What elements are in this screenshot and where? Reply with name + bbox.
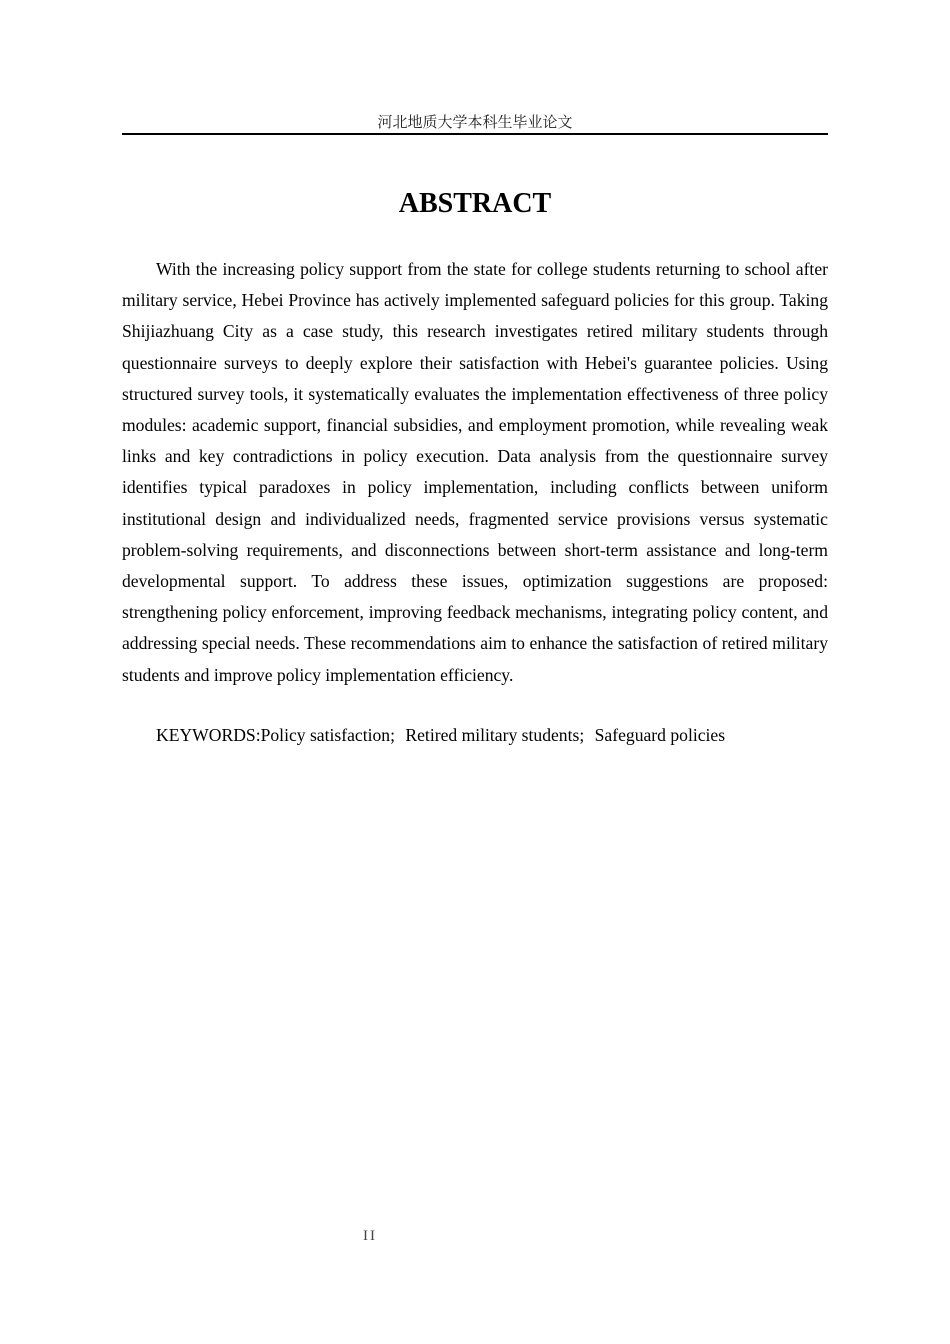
abstract-title: ABSTRACT [398, 188, 552, 219]
keyword-item: Safeguard policies [594, 725, 726, 745]
running-header: 河北地质大学本科生毕业论文 [377, 113, 573, 131]
keyword-item: Retired military students; [405, 725, 585, 745]
keywords-label: KEYWORDS: [156, 725, 261, 745]
keyword-item: Policy satisfaction; [260, 725, 395, 745]
header-divider [122, 133, 828, 135]
keywords-line [122, 720, 828, 751]
abstract-body: With the increasing policy support from the state for college students returning to school after military service, Hebei Province has actively implemented safeguard policies for this group. Taking Shijiazhuang City as a case study, this research investigates retired military students through questionnaire surveys to deeply explore their satisfaction with Hebei's guarantee policies. Using structured survey tools, it systematically evaluates the implementation effectiveness of three policy modules: academic support, financial subsidies, and employment promotion, while revealing weak links and key contradictions in policy execution. Data analysis from the questionnaire survey identifies typical paradoxes in policy implementation, including conflicts between uniform institutional design and individualized needs, fragmented service provisions versus systematic problem-solving requirements, and disconnections between short-term assistance and long-term developmental support. To address these issues, optimization suggestions are proposed: strengthening policy enforcement, improving feedback mechanisms, integrating policy content, and addressing special needs. These recommendations aim to enhance the satisfaction of retired military students and improve policy implementation efficiency. [122, 259, 828, 685]
page-number: II [363, 1228, 377, 1244]
